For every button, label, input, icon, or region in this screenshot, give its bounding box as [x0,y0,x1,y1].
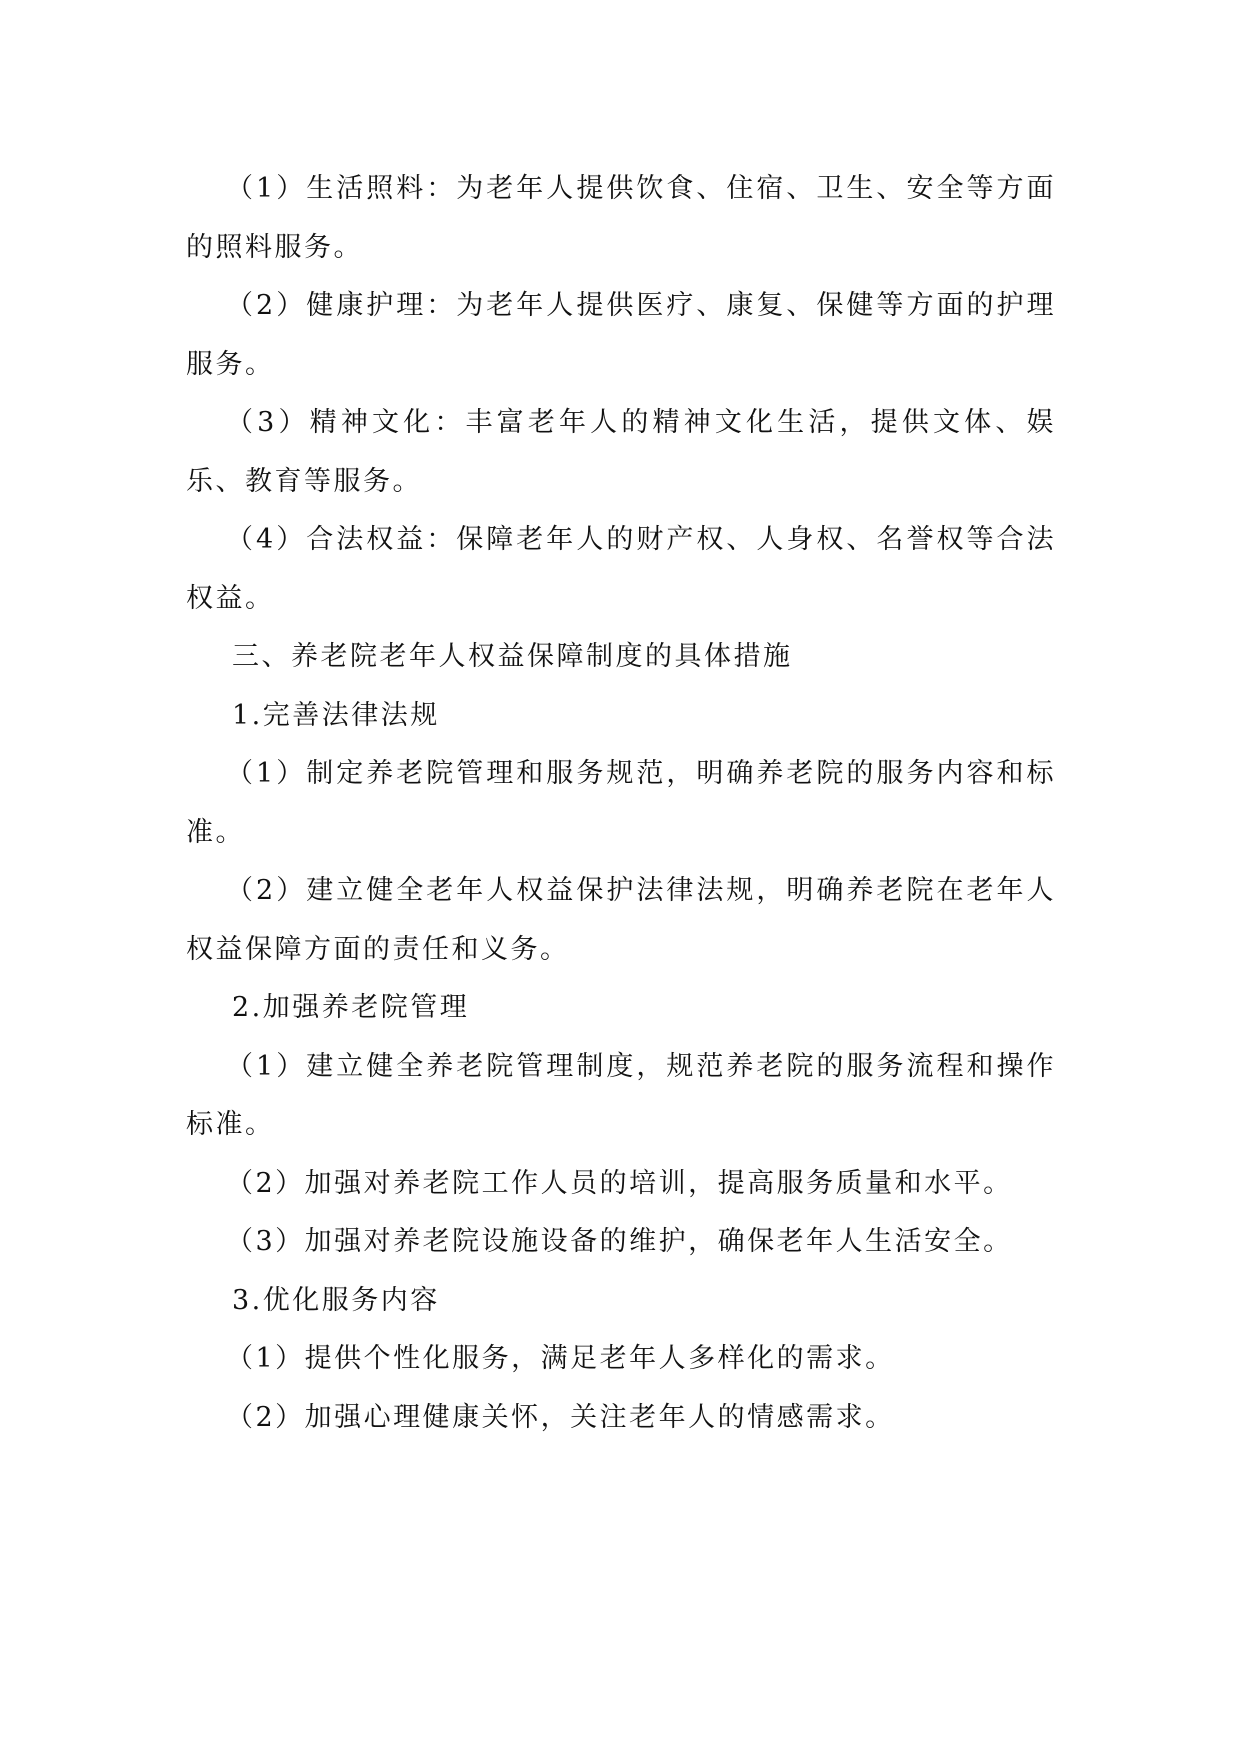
paragraph-legal-rights: （4）合法权益：保障老年人的财产权、人身权、名誉权等合法权益。 [186,524,1056,614]
paragraph-services-item-2: （2）加强心理健康关怀，关注老年人的情感需求。 [226,1401,895,1433]
document-page [186,160,1056,1447]
paragraph-management-item-1: （1）建立健全养老院管理制度，规范养老院的服务流程和操作标准。 [186,1050,1056,1140]
paragraph-laws-item-1: （1）制定养老院管理和服务规范，明确养老院的服务内容和标准。 [186,758,1056,848]
paragraph-health-care: （2）健康护理：为老年人提供医疗、康复、保健等方面的护理服务。 [186,290,1056,380]
paragraph-spiritual-culture: （3）精神文化：丰富老年人的精神文化生活，提供文体、娱乐、教育等服务。 [186,407,1056,497]
paragraph-management-item-2: （2）加强对养老院工作人员的培训，提高服务质量和水平。 [226,1167,1013,1199]
paragraph-laws-item-2: （2）建立健全老年人权益保护法律法规，明确养老院在老年人权益保障方面的责任和义务。 [186,875,1056,965]
subheading-3-services: 3.优化服务内容 [232,1284,440,1316]
paragraph-services-item-1: （1）提供个性化服务，满足老年人多样化的需求。 [226,1343,895,1374]
paragraph-management-item-3: （3）加强对养老院设施设备的维护，确保老年人生活安全。 [226,1226,1013,1257]
section-heading-3: 三、养老院老年人权益保障制度的具体措施 [232,641,793,672]
paragraph-living-care: （1）生活照料：为老年人提供饮食、住宿、卫生、安全等方面的照料服务。 [186,173,1056,263]
subheading-2-management: 2.加强养老院管理 [232,992,470,1023]
subheading-1-laws: 1.完善法律法规 [232,699,440,731]
